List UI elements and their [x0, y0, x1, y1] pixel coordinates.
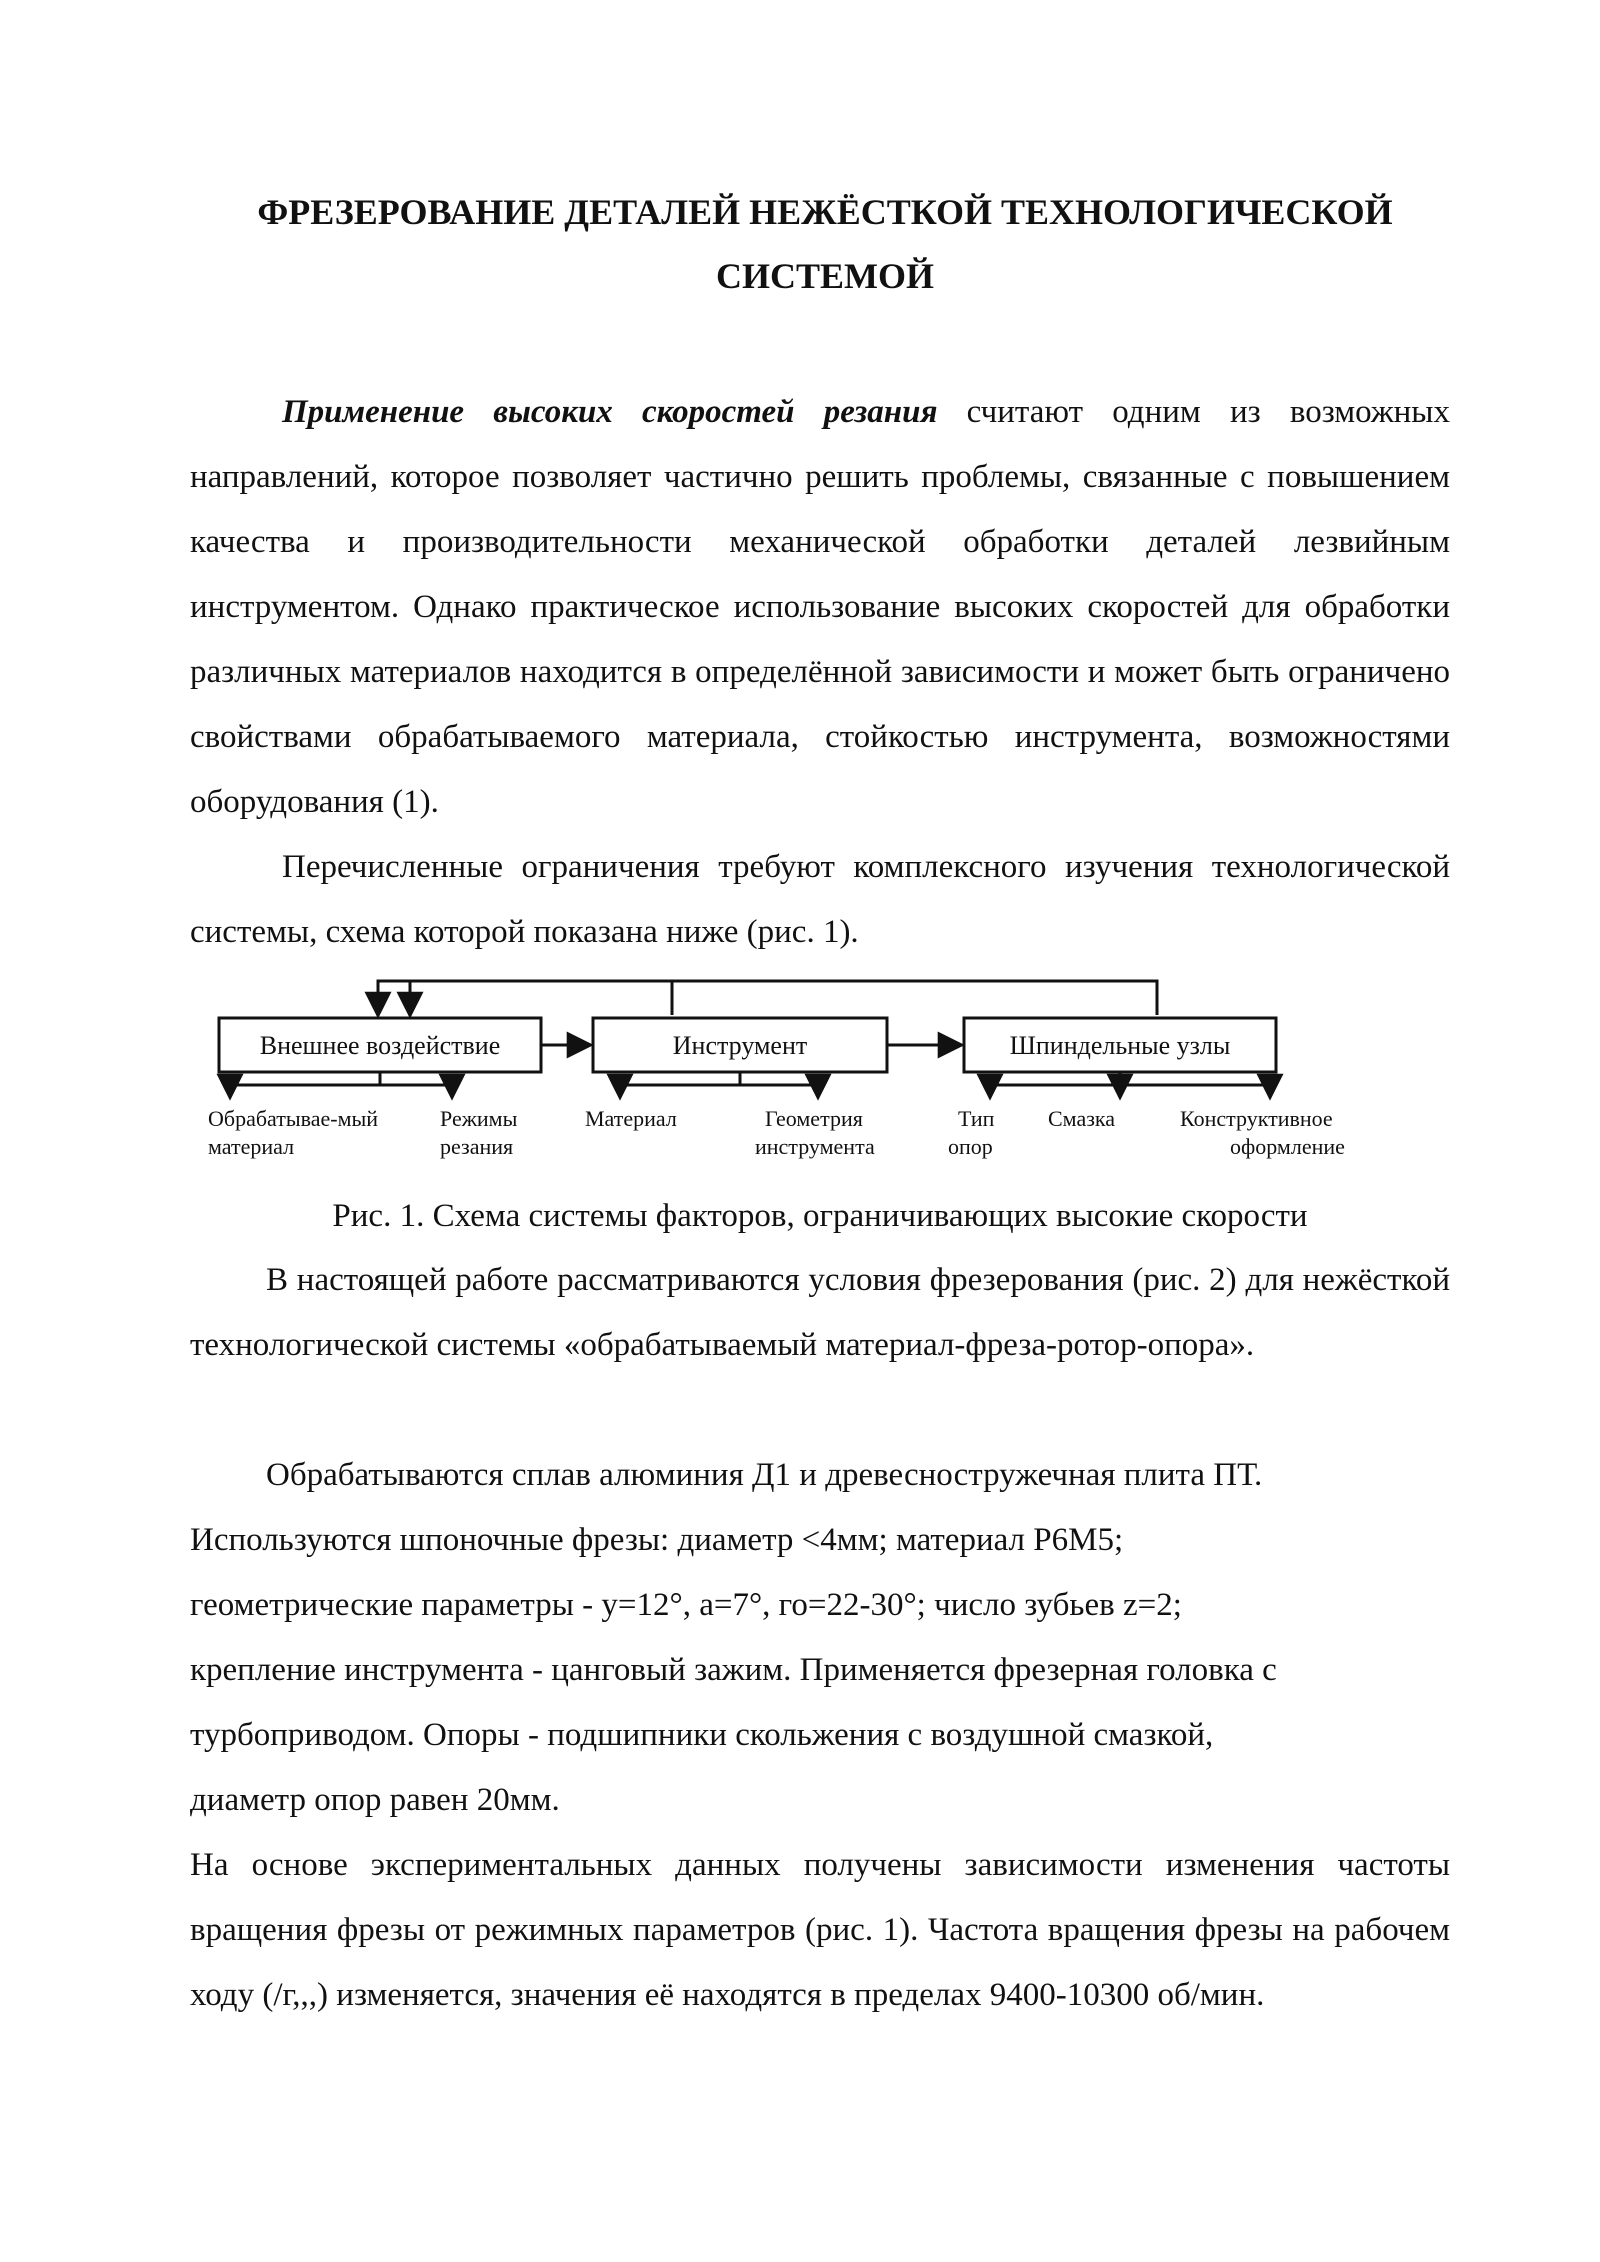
branch-workpiece-material [230, 1072, 380, 1098]
leaf-tool-geometry-line1: Геометрия [765, 1106, 863, 1131]
box-instrument-label: Инструмент [672, 1031, 808, 1060]
p4-line-6: диаметр опор равен 20мм. [190, 1782, 560, 1818]
intro-lead-phrase: Применение высоких скоростей резания [282, 394, 938, 430]
leaf-support-type-line1: Тип [958, 1106, 995, 1131]
leaf-design-line1: Конструктивное [1180, 1106, 1333, 1131]
p4-line-5: турбоприводом. Опоры - подшипники скольжения с воздушной смазкой, [190, 1717, 1214, 1753]
leaf-cutting-modes-line1: Режимы [440, 1106, 518, 1131]
leaf-workpiece-material-line2: материал [208, 1134, 295, 1159]
diagram-svg [190, 970, 1450, 1180]
paragraph-2: Перечисленные ограничения требуют комплексного изучения технологической системы, схема которой показана ниже (рис. 1). [190, 849, 1450, 950]
factor-scheme-diagram [190, 970, 1450, 1180]
branch-tool-geometry [740, 1085, 818, 1098]
branch-design [1120, 1085, 1270, 1098]
branch-tool-material [620, 1072, 740, 1098]
p4-line-4: крепление инструмента - цанговый зажим. Применяется фрезерная головка с [190, 1652, 1277, 1688]
p4-line-1: Обрабатываются сплав алюминия Д1 и древесностружечная плита ПТ. [266, 1457, 1263, 1493]
paragraph-4 [190, 1443, 1450, 1833]
title-line-1: ФРЕЗЕРОВАНИЕ ДЕТАЛЕЙ НЕЖЁСТКОЙ ТЕХНОЛОГИЧЕСКОЙ [257, 192, 1393, 232]
leaf-support-type-line2: опор [948, 1134, 993, 1159]
p4-line-2: Используются шпоночные фрезы: диаметр <4мм; материал Р6М5; [190, 1522, 1124, 1558]
intro-paragraph [190, 380, 1450, 835]
box-spindle-units-label: Шпиндельные узлы [1009, 1031, 1231, 1060]
document-title [190, 180, 1460, 308]
box-external-impact-label: Внешнее воздействие [259, 1031, 501, 1060]
p4-line-3: геометрические параметры - у=12°, а=7°, го=22-30°; число зубьев z=2; [190, 1587, 1182, 1623]
paragraph-3: В настоящей работе рассматриваются условия фрезерования (рис. 2) для нежёсткой технологической системы «обрабатываемый материал-фреза-ротор-опора». [190, 1262, 1450, 1363]
intro-text: считают одним из возможных направлений, которое позволяет частично решить проблемы, связанные с повышением качества и производительности механической обработки деталей лезвийным инструментом. Однако практическое использование высоких скоростей для обработки различных материалов находится в определённой зависимости и может быть ограничено свойствами обрабатываемого материала, стойкостью инструмента, возможностями оборудования (1). [190, 394, 1450, 820]
leaf-workpiece-material-line1: Обрабатывае-мый [208, 1106, 379, 1131]
leaf-design-line2: оформление [1230, 1134, 1345, 1159]
leaf-tool-geometry-line2: инструмента [755, 1134, 875, 1159]
leaf-tool-material: Материал [585, 1106, 677, 1131]
leaf-lubrication: Смазка [1048, 1106, 1116, 1131]
branch-support-type [990, 1072, 1120, 1098]
leaf-cutting-modes-line2: резания [440, 1134, 514, 1159]
title-line-2: СИСТЕМОЙ [715, 256, 934, 296]
figure-1-caption: Рис. 1. Схема системы факторов, ограничивающих высокие скорости [332, 1198, 1308, 1234]
feedback-arrow-from-instrument [378, 981, 672, 1016]
paragraph-5: На основе экспериментальных данных получены зависимости изменения частоты вращения фрезы от режимных параметров (рис. 1). Частота вращения фрезы на рабочем ходу (/г,,,) изменяется, значения её находятся в пределах 9400-10300 об/мин. [190, 1847, 1450, 2013]
feedback-line-from-spindle [410, 981, 1157, 1015]
branch-cutting-modes [380, 1085, 452, 1098]
